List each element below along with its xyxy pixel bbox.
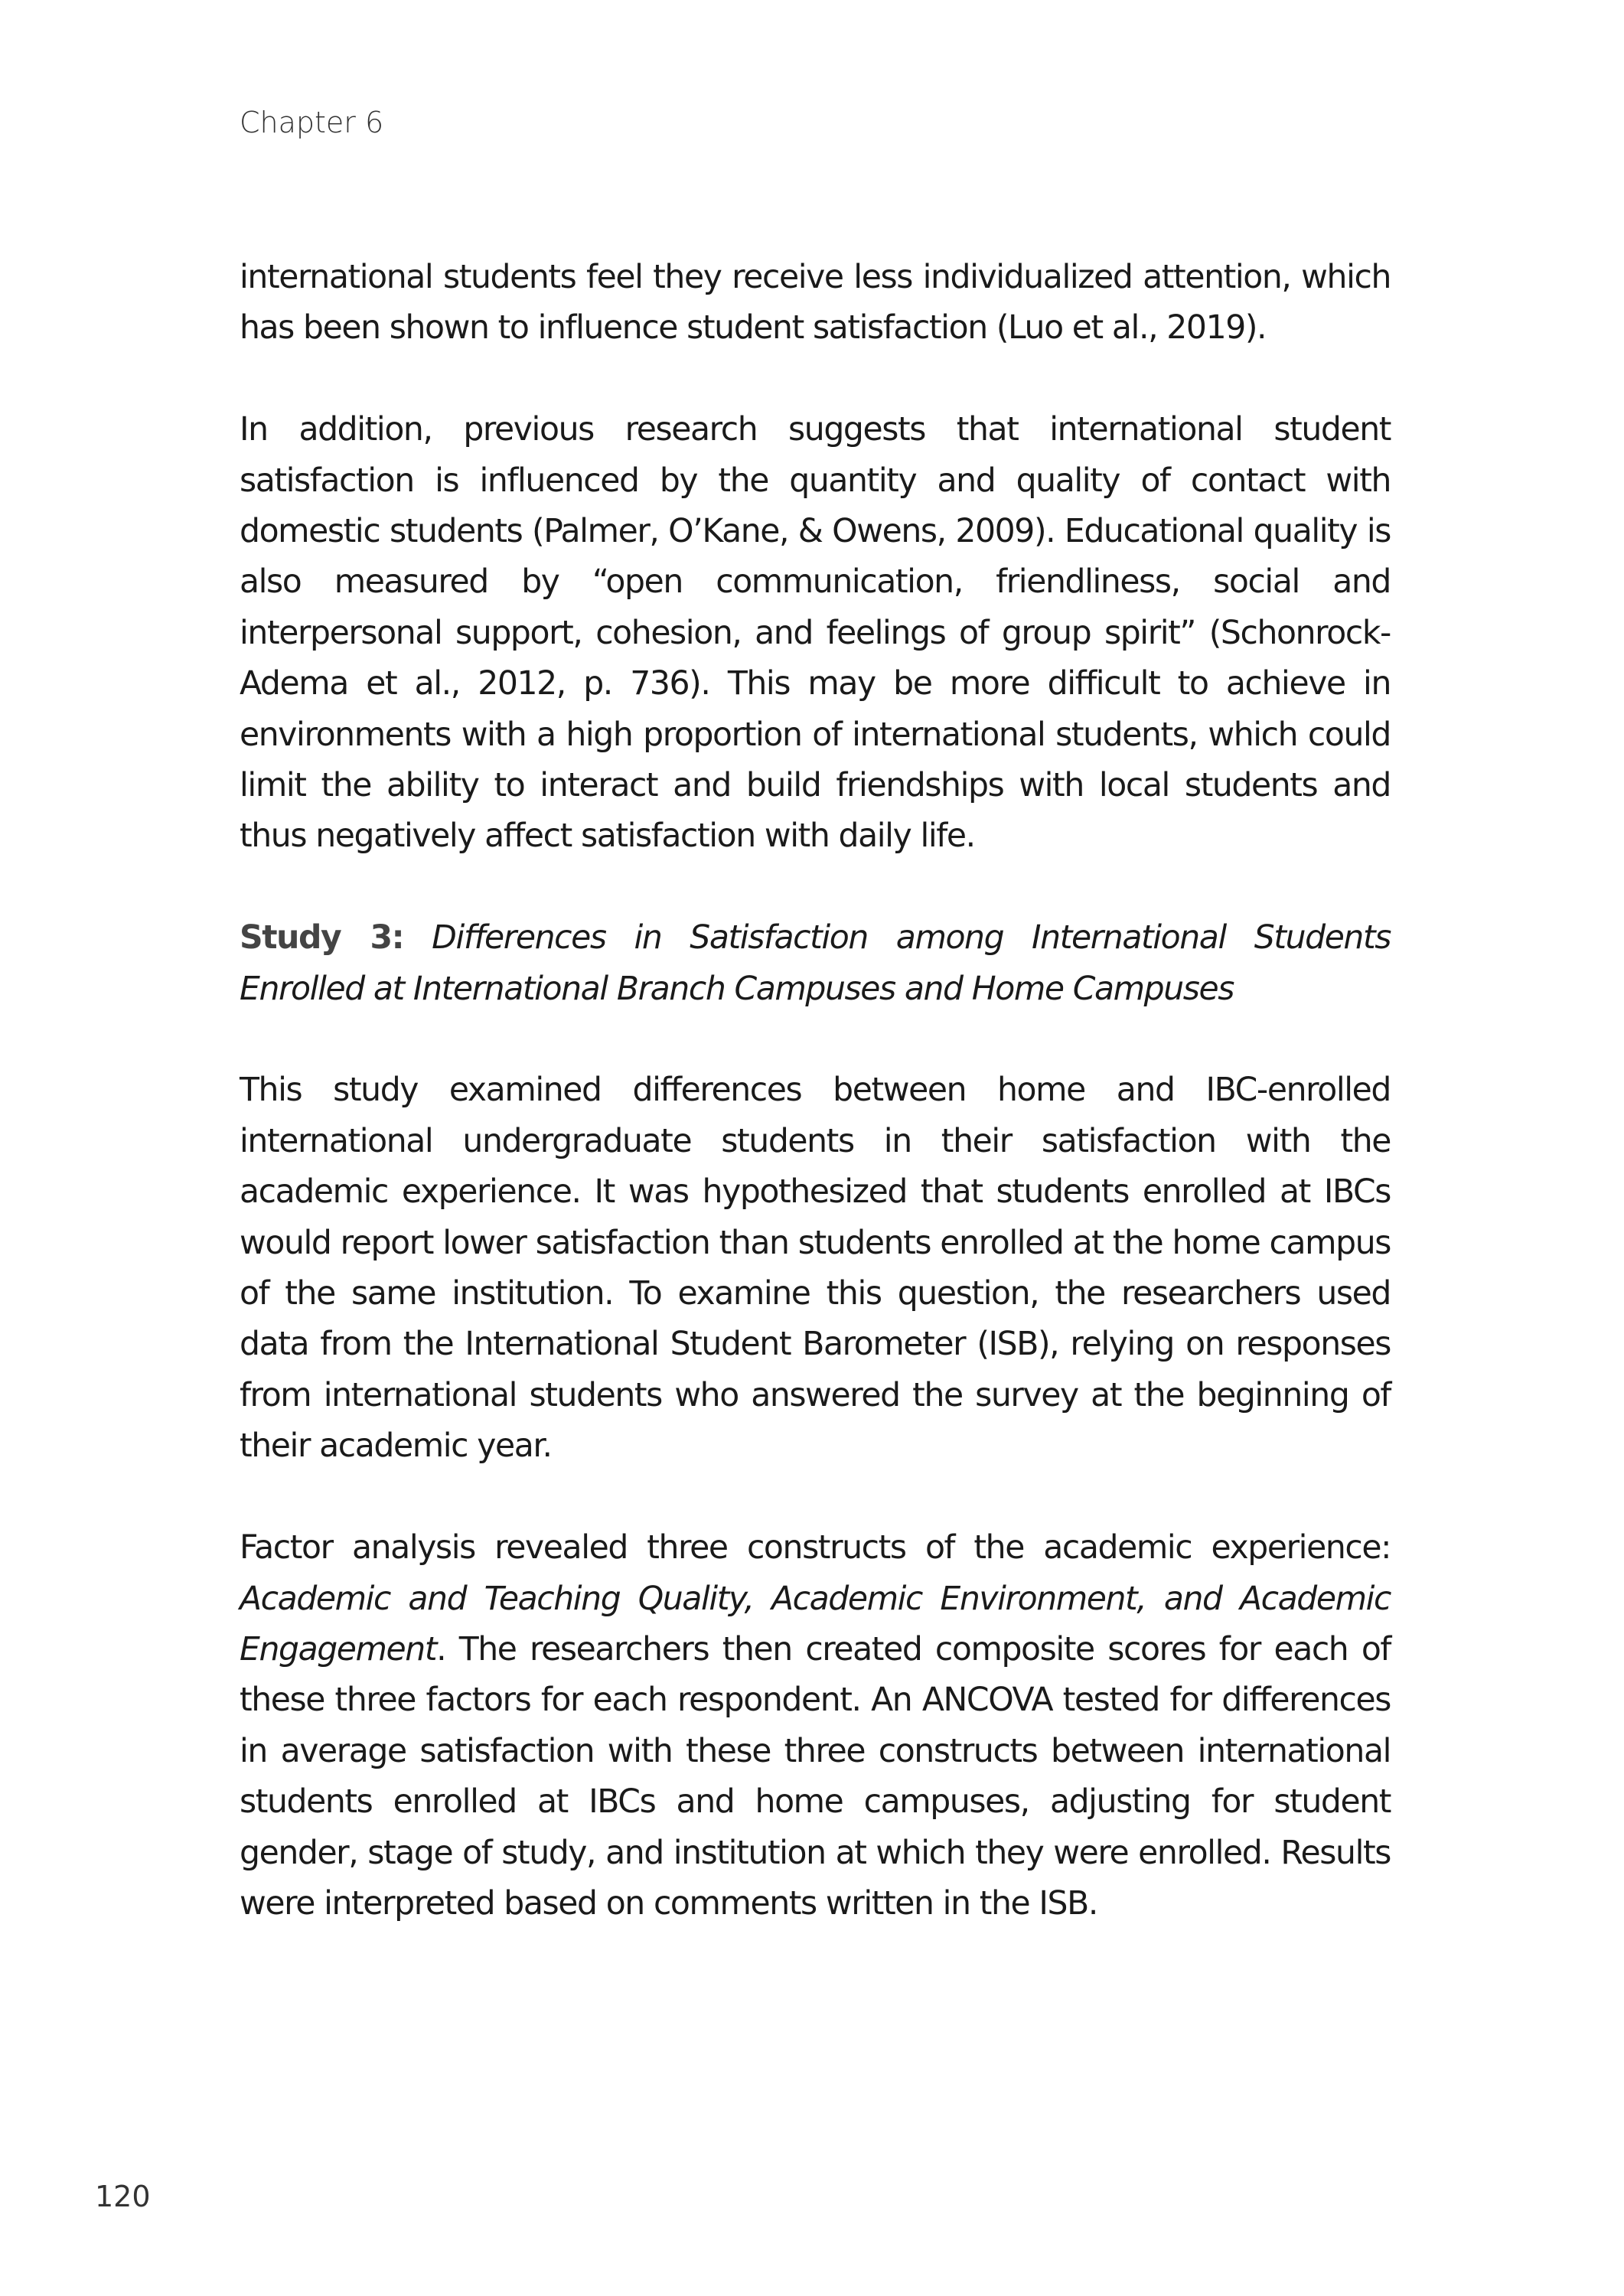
study-heading-title: Differences in Satisfaction among International Students Enrolled at International Branch Campuses and Home Campuses (240, 919, 1391, 1008)
paragraph-4-intro: Factor analysis revealed three constructs of the academic experience: (240, 1529, 1391, 1567)
paragraph-4-constructs: Academic and Teaching Quality, Academic Environment, and Academic Engagement (240, 1580, 1391, 1668)
paragraph-1: international students feel they receive less individualized attention, which has been shown to influence student satisfaction (Luo et al., 2019). (240, 259, 1391, 347)
paragraph-4 (240, 1523, 1391, 1929)
paragraph-4-rest: . The researchers then created composite scores for each of these three factors for each respondent. An ANCOVA tested for differences in average satisfaction with these three constructs between international students enrolled at IBCs and home campuses, adjusting for student gender, stage of study, and institution at which they were enrolled. Results were interpreted based on comments written in the ISB. (240, 1630, 1391, 1923)
paragraph-3: This study examined differences between home and IBC-enrolled international undergraduate students in their satisfaction with the academic experience. It was hypothesized that students enrolled at IBCs would report lower satisfaction than students enrolled at the home campus of the same institution. To examine this question, the researchers used data from the International Student Barometer (ISB), relying on responses from international students who answered the survey at the beginning of their academic year. (240, 1071, 1391, 1466)
page-body (240, 253, 1391, 1981)
running-head-chapter: Chapter 6 (240, 106, 384, 139)
page-number: 120 (95, 2180, 151, 2213)
study-heading (240, 913, 1391, 1015)
study-heading-lead: Study 3: (240, 919, 404, 957)
paragraph-2: In addition, previous research suggests that international student satisfaction is influenced by the quantity and quality of contact with domestic students (Palmer, O’Kane, & Owens, 2009). Educational quality is also measured by “open communication, friendliness, social and interpersonal support, cohesion, and feelings of group spirit” (Schonrock-Adema et al., 2012, p. 736). This may be more difficult to achieve in environments with a high proportion of international students, which could limit the ability to interact and build friendships with local students and thus negatively affect satisfaction with daily life. (240, 411, 1391, 856)
